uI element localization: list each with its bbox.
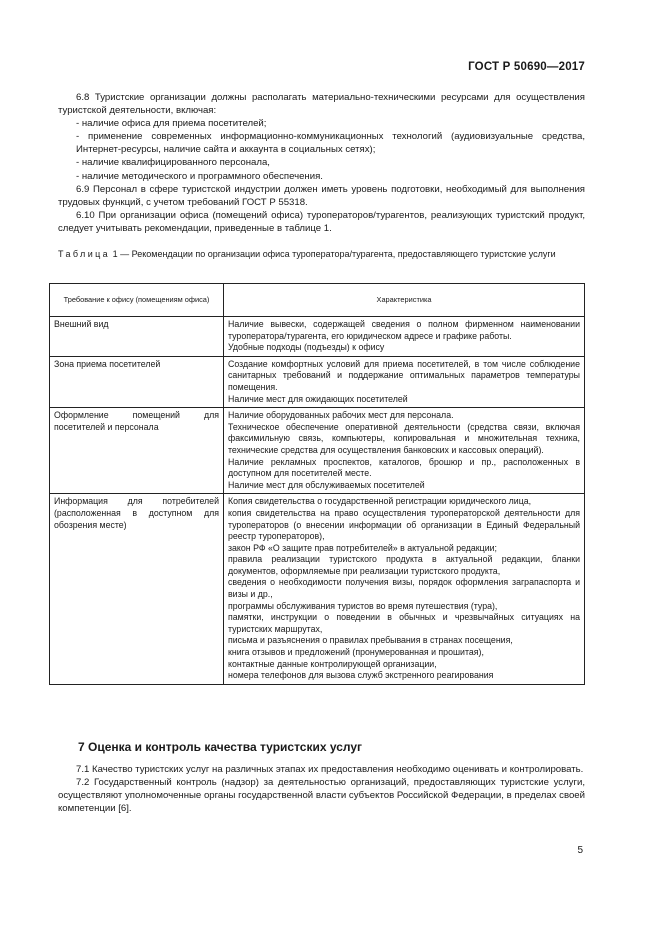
characteristic-line: Техническое обеспечение оперативной деятельности (средства связи, включая факсимильную связь, компьютеры, копировальная и множительная техника, технические средства для осуществления банковских и кассовых операций). [228, 421, 580, 455]
characteristic-line: правила реализации туристского продукта в актуальной редакции, бланки документов, оформляемые при реализации туристского продукта, [228, 554, 580, 576]
characteristic-line: Наличие вывески, содержащей сведения о полном фирменном наименовании туроператора/турагента, его юридическом адресе и графике работы. [228, 319, 580, 341]
characteristic-line: программы обслуживания туристов во время путешествия (тура), [228, 600, 498, 611]
section-paragraphs [58, 763, 585, 815]
table-row [50, 408, 585, 494]
characteristic-line: письма и разъяснения о правилах пребывания в странах посещения, [228, 635, 513, 646]
characteristic-cell [224, 356, 585, 407]
section-paragraph: 7.1 Качество туристских услуг на различных этапах их предоставления необходимо оценивать и контролировать. [76, 764, 584, 775]
characteristic-line: Наличие оборудованных рабочих мест для персонала. [228, 410, 454, 421]
table-row [50, 356, 585, 407]
table-caption [58, 248, 585, 260]
characteristic-line: Наличие мест для ожидающих посетителей [228, 393, 408, 404]
characteristic-line: памятки, инструкции о поведении в обычных и чрезвычайных ситуациях на туристских маршрутах, [228, 612, 580, 634]
page-number: 5 [577, 845, 583, 856]
characteristic-line: закон РФ «О защите прав потребителей» в актуальной редакции; [228, 542, 497, 553]
table-caption-text: 1 — Рекомендации по организации офиса туроператора/турагента, предоставляющего туристские услуги [110, 249, 556, 259]
characteristic-line: сведения о необходимости получения визы, порядок оформления заграпаспорта и визы и др., [228, 577, 580, 600]
section-paragraph: 7.2 Государственный контроль (надзор) за деятельностью организаций, предоставляющих туристские услуги, осуществляют уполномоченные органы государственной власти субъектов Российской Федерации, в пределах своей компетенции [6]. [58, 777, 585, 815]
table-caption-label: Таблица [58, 249, 111, 259]
characteristic-line: Создание комфортных условий для приема посетителей, в том числе соблюдение санитарных требований и поддержание оптимальных параметров температуры помещения. [228, 358, 580, 392]
requirement-cell: Внешний вид [50, 317, 224, 357]
section-title: 7 Оценка и контроль качества туристских услуг [78, 740, 363, 754]
requirement-cell: Оформление помещений для посетителей и персонала [50, 408, 224, 494]
requirement-cell: Зона приема посетителей [50, 356, 224, 407]
characteristic-line: номера телефонов для вызова служб экстренного реагирования [228, 670, 494, 681]
table-row [50, 317, 585, 357]
intro-paragraph: - наличие офиса для приема посетителей; [76, 118, 267, 130]
characteristic-line: книга отзывов и предложений (пронумерованная и прошитая), [228, 647, 484, 658]
characteristic-cell [224, 408, 585, 494]
table-header-row [50, 284, 585, 317]
intro-paragraph: 6.10 При организации офиса (помещений офиса) туроператоров/турагентов, реализующих туристский продукт, следует учитывать рекомендации, приведенные в таблице 1. [58, 209, 585, 234]
characteristic-line: Наличие рекламных проспектов, каталогов, брошюр и пр., расположенных в доступном для посетителей месте. [228, 456, 580, 479]
intro-paragraph: 6.9 Персонал в сфере туристской индустрии должен иметь уровень подготовки, необходимый для выполнения трудовых функций, с учетом требований ГОСТ Р 55318. [58, 183, 585, 208]
intro-paragraphs [58, 91, 585, 235]
table-row [50, 494, 585, 685]
characteristic-line: Наличие мест для обслуживаемых посетителей [228, 479, 425, 490]
intro-paragraph: - наличие квалифицированного персонала, [76, 157, 270, 169]
characteristic-line: Копия свидетельства о государственной регистрации юридического лица, [228, 496, 532, 507]
characteristic-line: копия свидетельства на право осуществления туроператорской деятельности для туроператоров (о внесении информации об организации в Единый Федеральный реестр туроператоров), [228, 507, 580, 542]
characteristic-line: Удобные подходы (подъезды) к офису [228, 342, 385, 353]
characteristic-cell [224, 494, 585, 685]
recommendations-table [49, 283, 585, 685]
characteristic-cell [224, 317, 585, 357]
characteristic-line: контактные данные контролирующей организации, [228, 658, 437, 669]
intro-paragraph: - применение современных информационно-коммуникационных технологий (аудиовизуальные средства, Интернет-ресурсы, наличие сайта и аккаунта в социальных сетях); [76, 131, 585, 156]
intro-paragraph: - наличие методического и программного обеспечения. [76, 170, 323, 182]
header-requirement: Требование к офису (помещениям офиса) [50, 284, 224, 317]
standard-header: ГОСТ Р 50690—2017 [468, 61, 585, 73]
requirement-cell: Информация для потребителей (расположенная в доступном для обозрения месте) [50, 494, 224, 685]
intro-paragraph: 6.8 Туристские организации должны располагать материально-техническими ресурсами для осуществления туристской деятельности, включая: [58, 92, 585, 117]
header-characteristic: Характеристика [224, 284, 585, 317]
